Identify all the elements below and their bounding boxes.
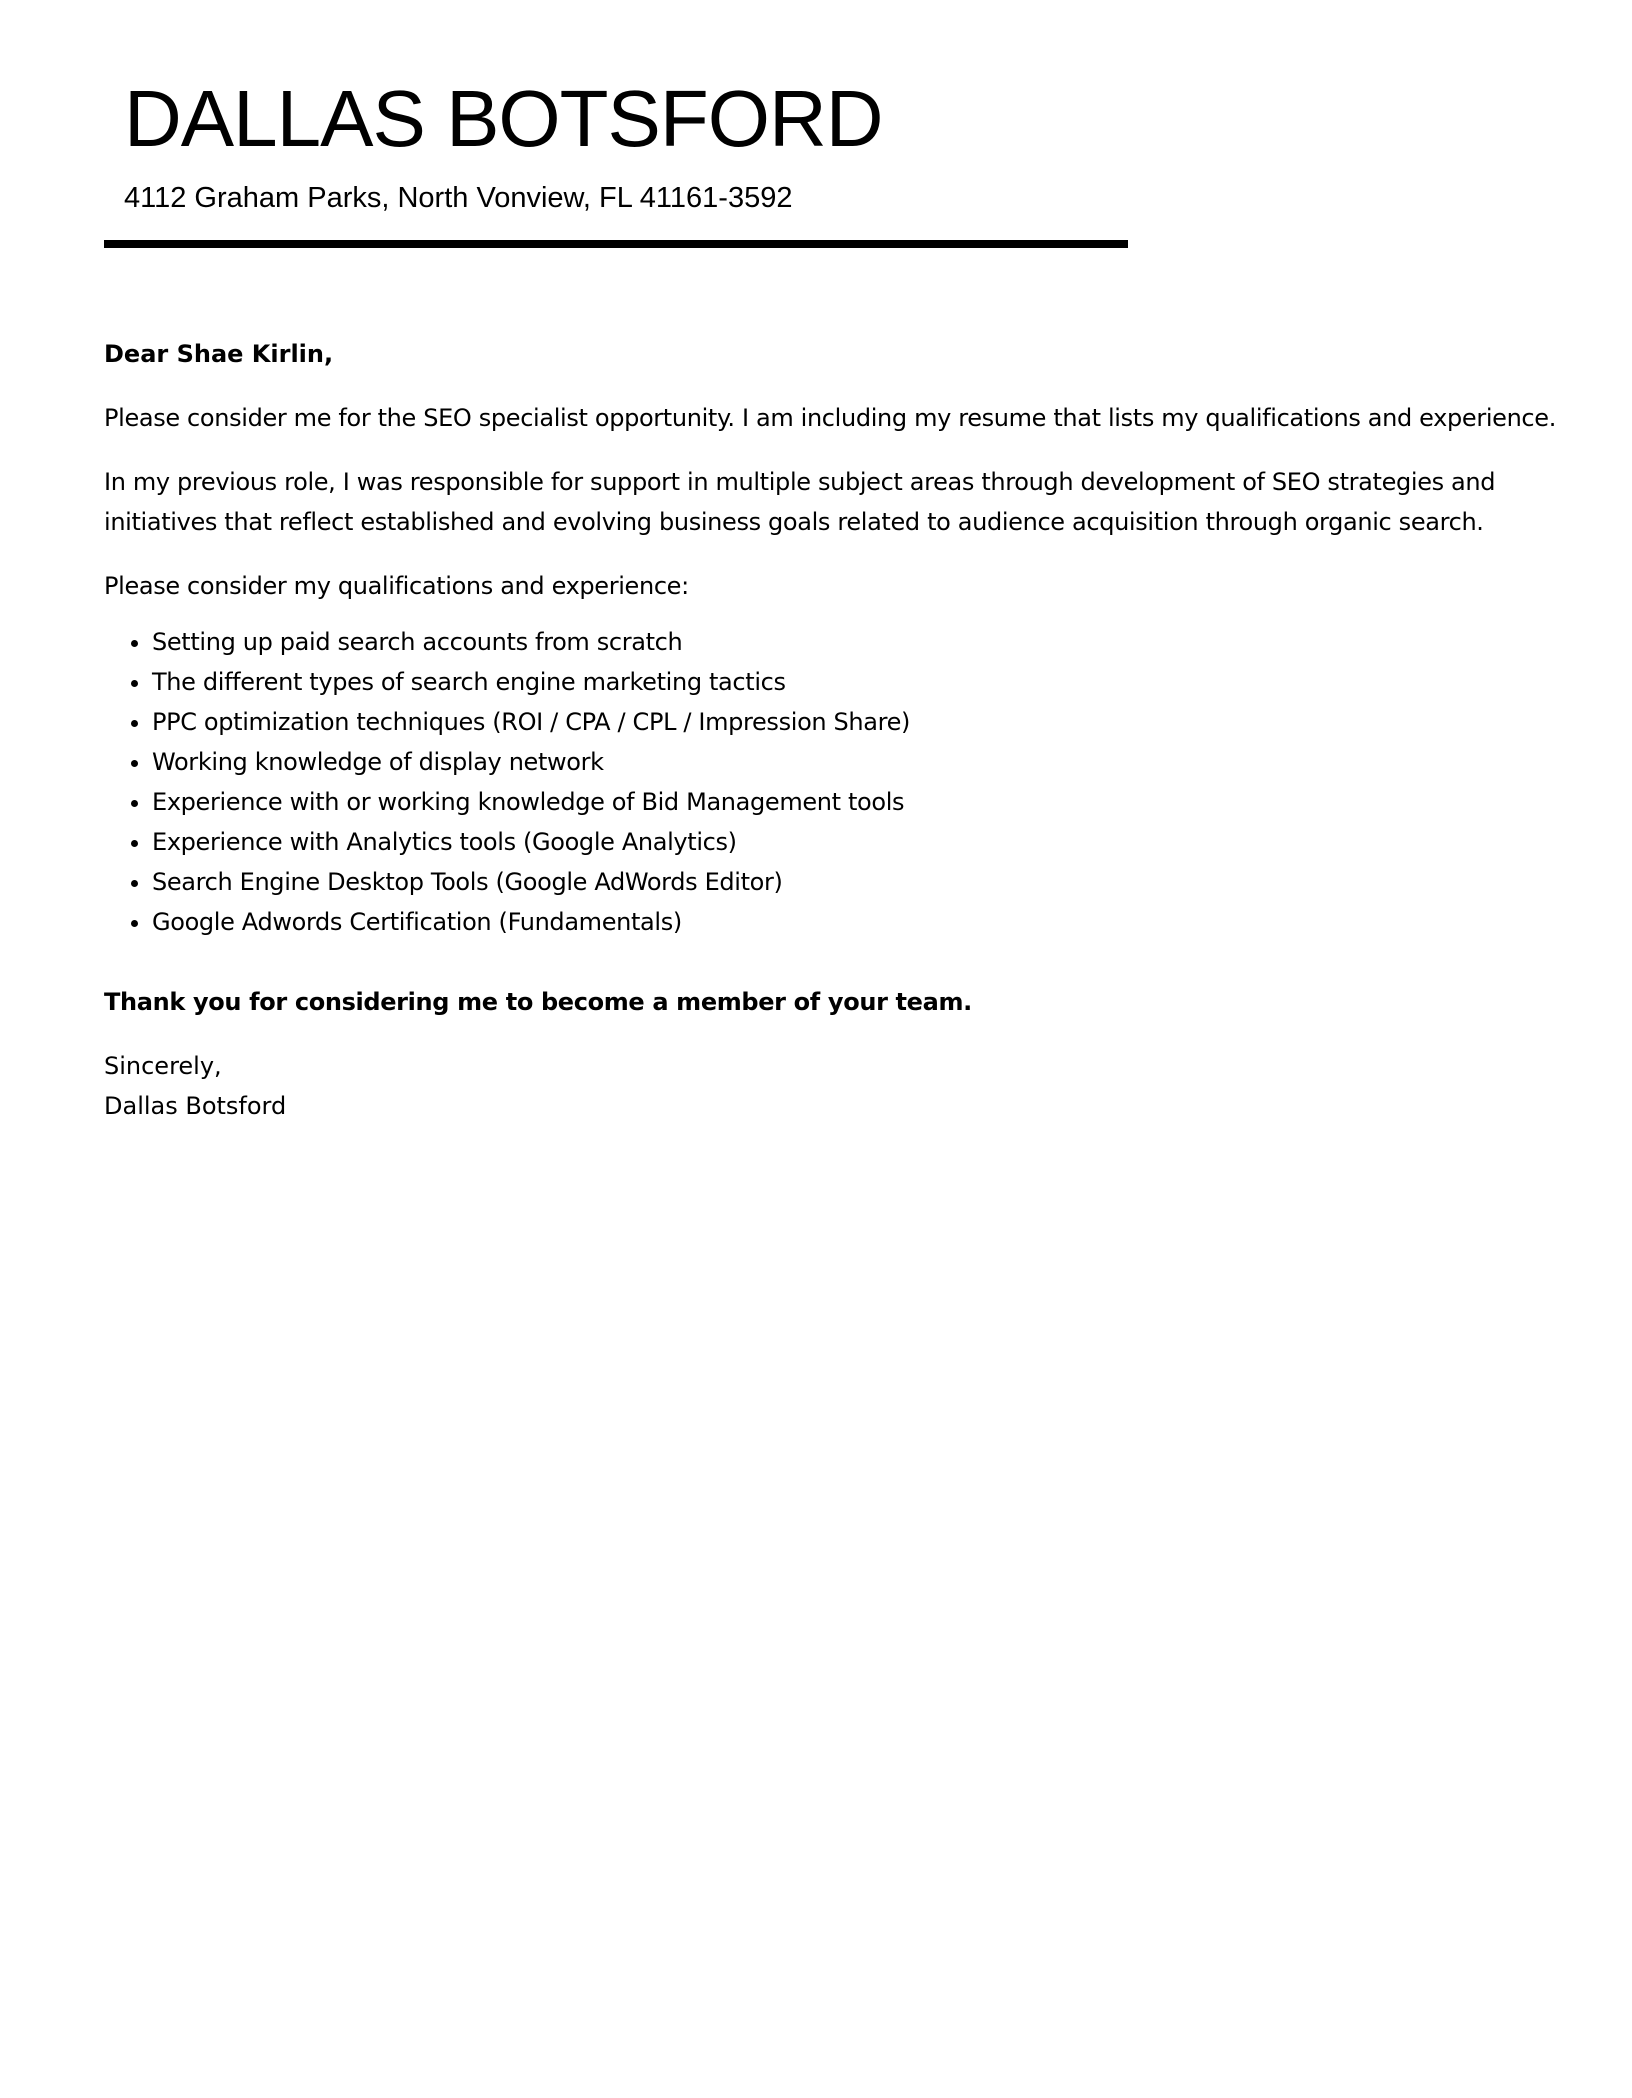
- list-item: • Google Adwords Certification (Fundamentals): [152, 902, 1564, 942]
- signature-name: Dallas Botsford: [104, 1092, 287, 1120]
- greeting: Dear Shae Kirlin,: [104, 340, 334, 368]
- closing-statement: Thank you for considering me to become a member of your team.: [104, 988, 972, 1016]
- letter-header: [104, 60, 1128, 218]
- applicant-name: DALLAS BOTSFORD: [124, 74, 883, 163]
- applicant-address: 4112 Graham Parks, North Vonview, FL 41161-3592: [124, 182, 793, 214]
- list-item: • Setting up paid search accounts from scratch: [152, 622, 1564, 662]
- list-item: • PPC optimization techniques (ROI / CPA / CPL / Impression Share): [152, 702, 1564, 742]
- qualifications-list: [104, 622, 1564, 942]
- experience-paragraph: In my previous role, I was responsible for support in multiple subject areas through development of SEO strategies and initiatives that reflect established and evolving business goals related to audience acquisition through organic search.: [104, 468, 1496, 536]
- list-item: • Search Engine Desktop Tools (Google AdWords Editor): [152, 862, 1564, 902]
- signoff: Sincerely,: [104, 1052, 222, 1080]
- header-divider: [104, 240, 1128, 248]
- list-item: • Experience with or working knowledge of Bid Management tools: [152, 782, 1564, 822]
- list-item: • The different types of search engine marketing tactics: [152, 662, 1564, 702]
- qualifications-intro: Please consider my qualifications and experience:: [104, 572, 689, 600]
- list-item: • Experience with Analytics tools (Google Analytics): [152, 822, 1564, 862]
- intro-paragraph: Please consider me for the SEO specialist opportunity. I am including my resume that lists my qualifications and experience.: [104, 404, 1556, 432]
- list-item: • Working knowledge of display network: [152, 742, 1564, 782]
- letter-body: [104, 334, 1564, 1126]
